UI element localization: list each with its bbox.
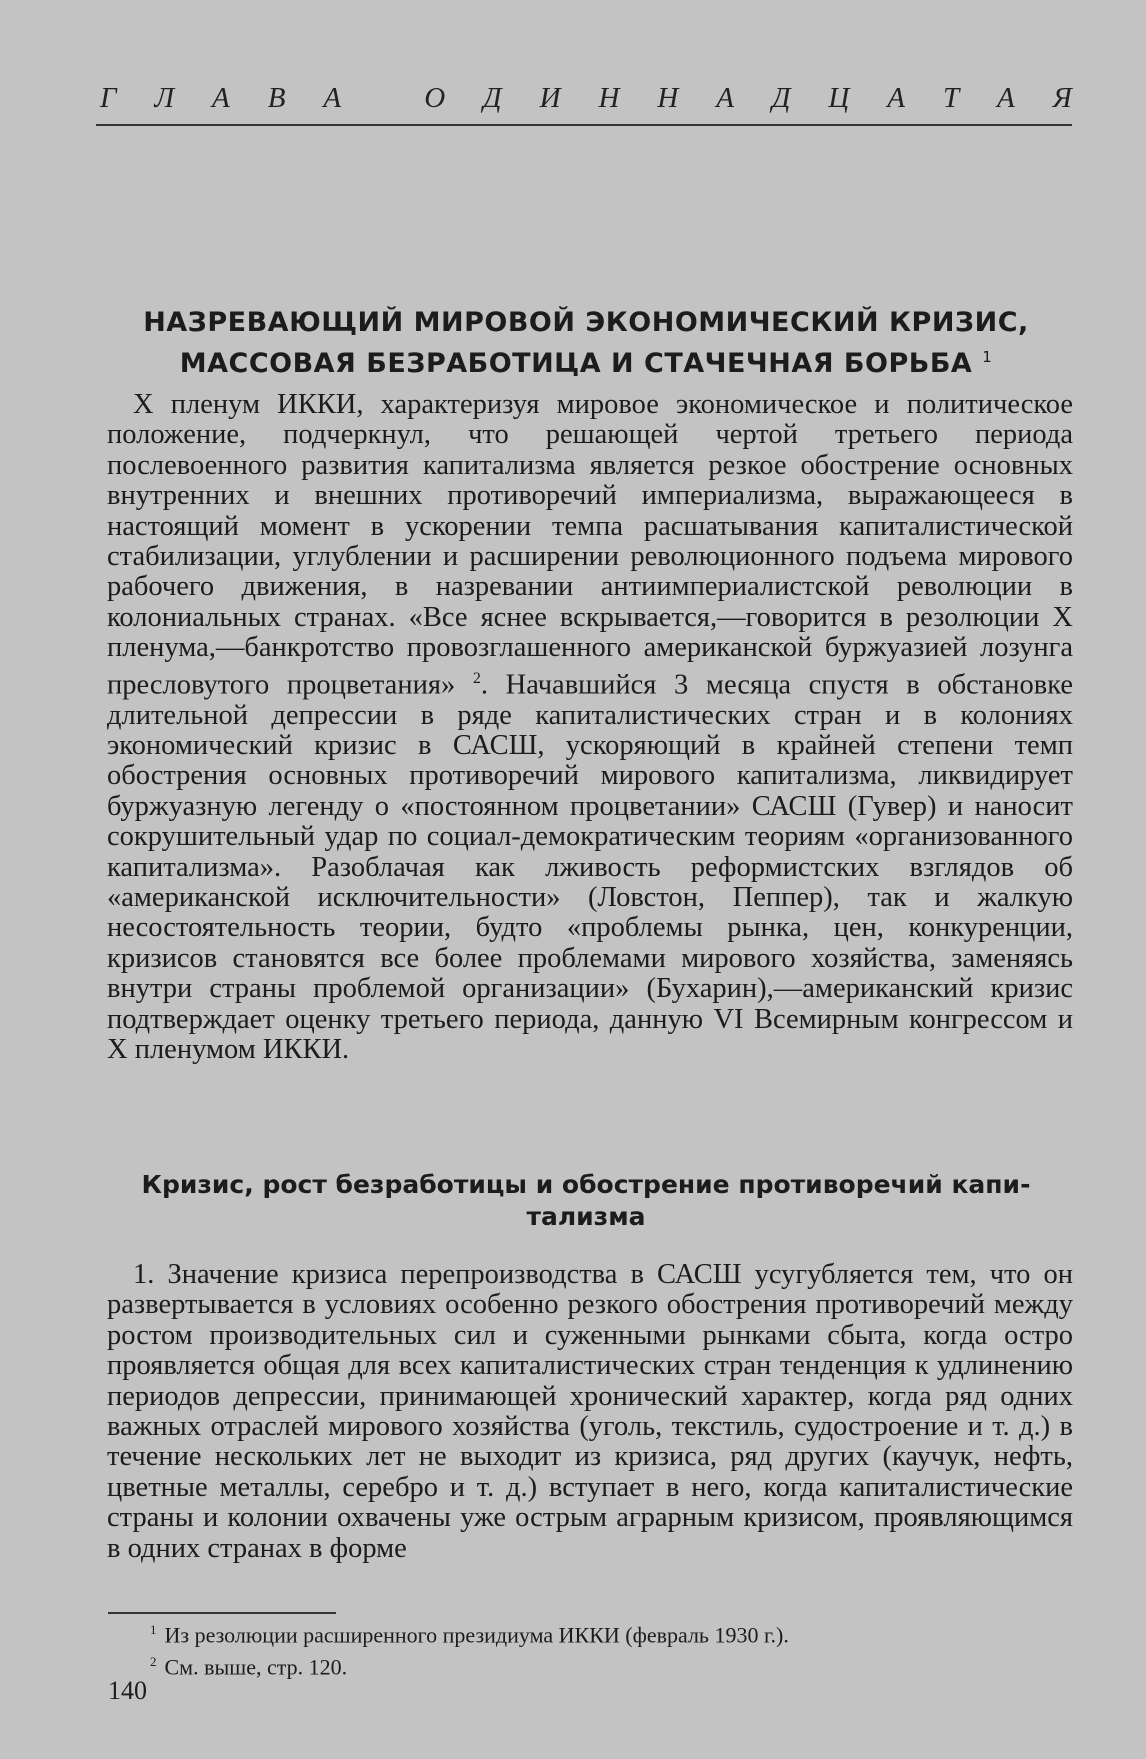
chapter-letter: Д bbox=[483, 82, 502, 114]
chapter-letter: Г bbox=[100, 82, 117, 114]
footnote-2-number: 2 bbox=[150, 1654, 157, 1670]
footnote-ref-2: 2 bbox=[472, 669, 481, 687]
chapter-letter: Д bbox=[771, 82, 791, 114]
section-heading-line-2: тализма bbox=[526, 1202, 646, 1231]
chapter-letter: О bbox=[424, 82, 446, 114]
chapter-letter: Я bbox=[1052, 82, 1072, 114]
chapter-letter: А bbox=[997, 82, 1015, 114]
chapter-gap bbox=[379, 82, 386, 115]
footnote-2 bbox=[150, 1648, 1050, 1680]
chapter-letter: Л bbox=[154, 82, 175, 114]
paragraph-2 bbox=[107, 1260, 1073, 1564]
chapter-heading bbox=[100, 82, 1072, 115]
paragraph-1-text bbox=[107, 390, 1073, 1065]
footnote-1-number: 1 bbox=[150, 1622, 157, 1637]
title-line-2 bbox=[100, 340, 1072, 381]
chapter-letter: Н bbox=[657, 82, 679, 114]
page-number: 140 bbox=[108, 1676, 147, 1705]
chapter-letter: Н bbox=[598, 82, 620, 114]
section-heading-line-1: Кризис, рост безработицы и обострение противоречий капи- bbox=[141, 1170, 1031, 1199]
footnote-1-text: Из резолюции расширенного президиума ИККИ (февраль 1930 г.). bbox=[164, 1622, 789, 1648]
title-line-1: НАЗРЕВАЮЩИЙ МИРОВОЙ ЭКОНОМИЧЕСКИЙ КРИЗИС, bbox=[143, 307, 1029, 338]
paragraph-1-part-a: X пленум ИККИ, характеризуя мировое экономическое и политическое положение, подчеркнул, что решающей чертой третьего периода послевоенного развития капитализма является резкое обострение основных внутренних и внешних противоречий империализма, выражающееся в настоящий момент в ускорении темпа расшатывания капиталистической стабилизации, углублении и расширении революционного подъема мирового рабочего движения, в назревании антиимпериалистской революции в колониальных странах. «Все яснее вскрывается,—говорится в резолюции X пленума,—банкротство провозглашенного американской буржуазией лозунга пресловутого процветания» bbox=[107, 389, 1073, 701]
chapter-letter: А bbox=[887, 82, 905, 114]
chapter-letter: И bbox=[539, 82, 561, 114]
chapter-letter: Ц bbox=[828, 82, 850, 114]
footnote-1 bbox=[150, 1616, 1050, 1648]
chapter-letter: А bbox=[323, 82, 342, 114]
paragraph-1-part-b: . Начавшийся 3 месяца спустя в обстановке длительной депрессии в ряде капиталистических стран и в колониях экономический кризис в САСШ, ускоряющий в крайней степени темп обострения основных противоречий мирового капитализма, ликвидирует буржуазную легенду о «постоянном процветании» САСШ (Гувер) и наносит сокрушительный удар по социал-демократическим теориям «организованного капитализма». Разоблачая как лживость реформистских взглядов об «американской исключительности» (Ловстон, Пеппер), так и жалкую несостоятельность теории, будто «проблемы рынка, цен, конкуренции, кризисов становятся все более проблемами мирового хозяйства, заменяясь внутри страны проблемой организации» (Бухарин),—американский кризис подтверждает оценку третьего периода, данную VI Всемирным конгрессом и X пленумом ИККИ. bbox=[107, 669, 1073, 1066]
chapter-letter: А bbox=[716, 82, 735, 114]
footnote-2-text: См. выше, стр. 120. bbox=[164, 1654, 348, 1680]
chapter-letter: А bbox=[212, 82, 230, 114]
title-footnote-ref: 1 bbox=[982, 348, 993, 366]
footnote-rule bbox=[108, 1612, 336, 1614]
paragraph-2-text: 1. Значение кризиса перепроизводства в САСШ усугубляется тем, что он развертывается в условиях особенно резкого обострения противоречий между ростом производительных сил и суженными рынками сбыта, когда остро проявляется общая для всех капиталистических стран тенденция к удлинению периодов депрессии, принимающей хронический характер, когда ряд одних важных отраслей мирового хозяйства (уголь, текстиль, судостроение и т. д.) в течение нескольких лет не выходит из кризиса, ряд других (каучук, нефть, цветные металлы, серебро и т. д.) вступает в него, когда капиталистические страны и колонии охвачены уже острым аграрным кризисом, проявляющимся в одних странах в форме bbox=[107, 1259, 1073, 1564]
chapter-letter: Т bbox=[942, 82, 960, 114]
section-heading bbox=[100, 1169, 1072, 1233]
chapter-letter: В bbox=[267, 82, 286, 114]
chapter-rule bbox=[96, 124, 1072, 126]
footnotes bbox=[150, 1616, 1050, 1681]
title-line-2-text: МАССОВАЯ БЕЗРАБОТИЦА И СТАЧЕЧНАЯ БОРЬБА bbox=[179, 348, 973, 379]
paragraph-1 bbox=[107, 390, 1073, 1065]
article-title bbox=[100, 305, 1072, 381]
